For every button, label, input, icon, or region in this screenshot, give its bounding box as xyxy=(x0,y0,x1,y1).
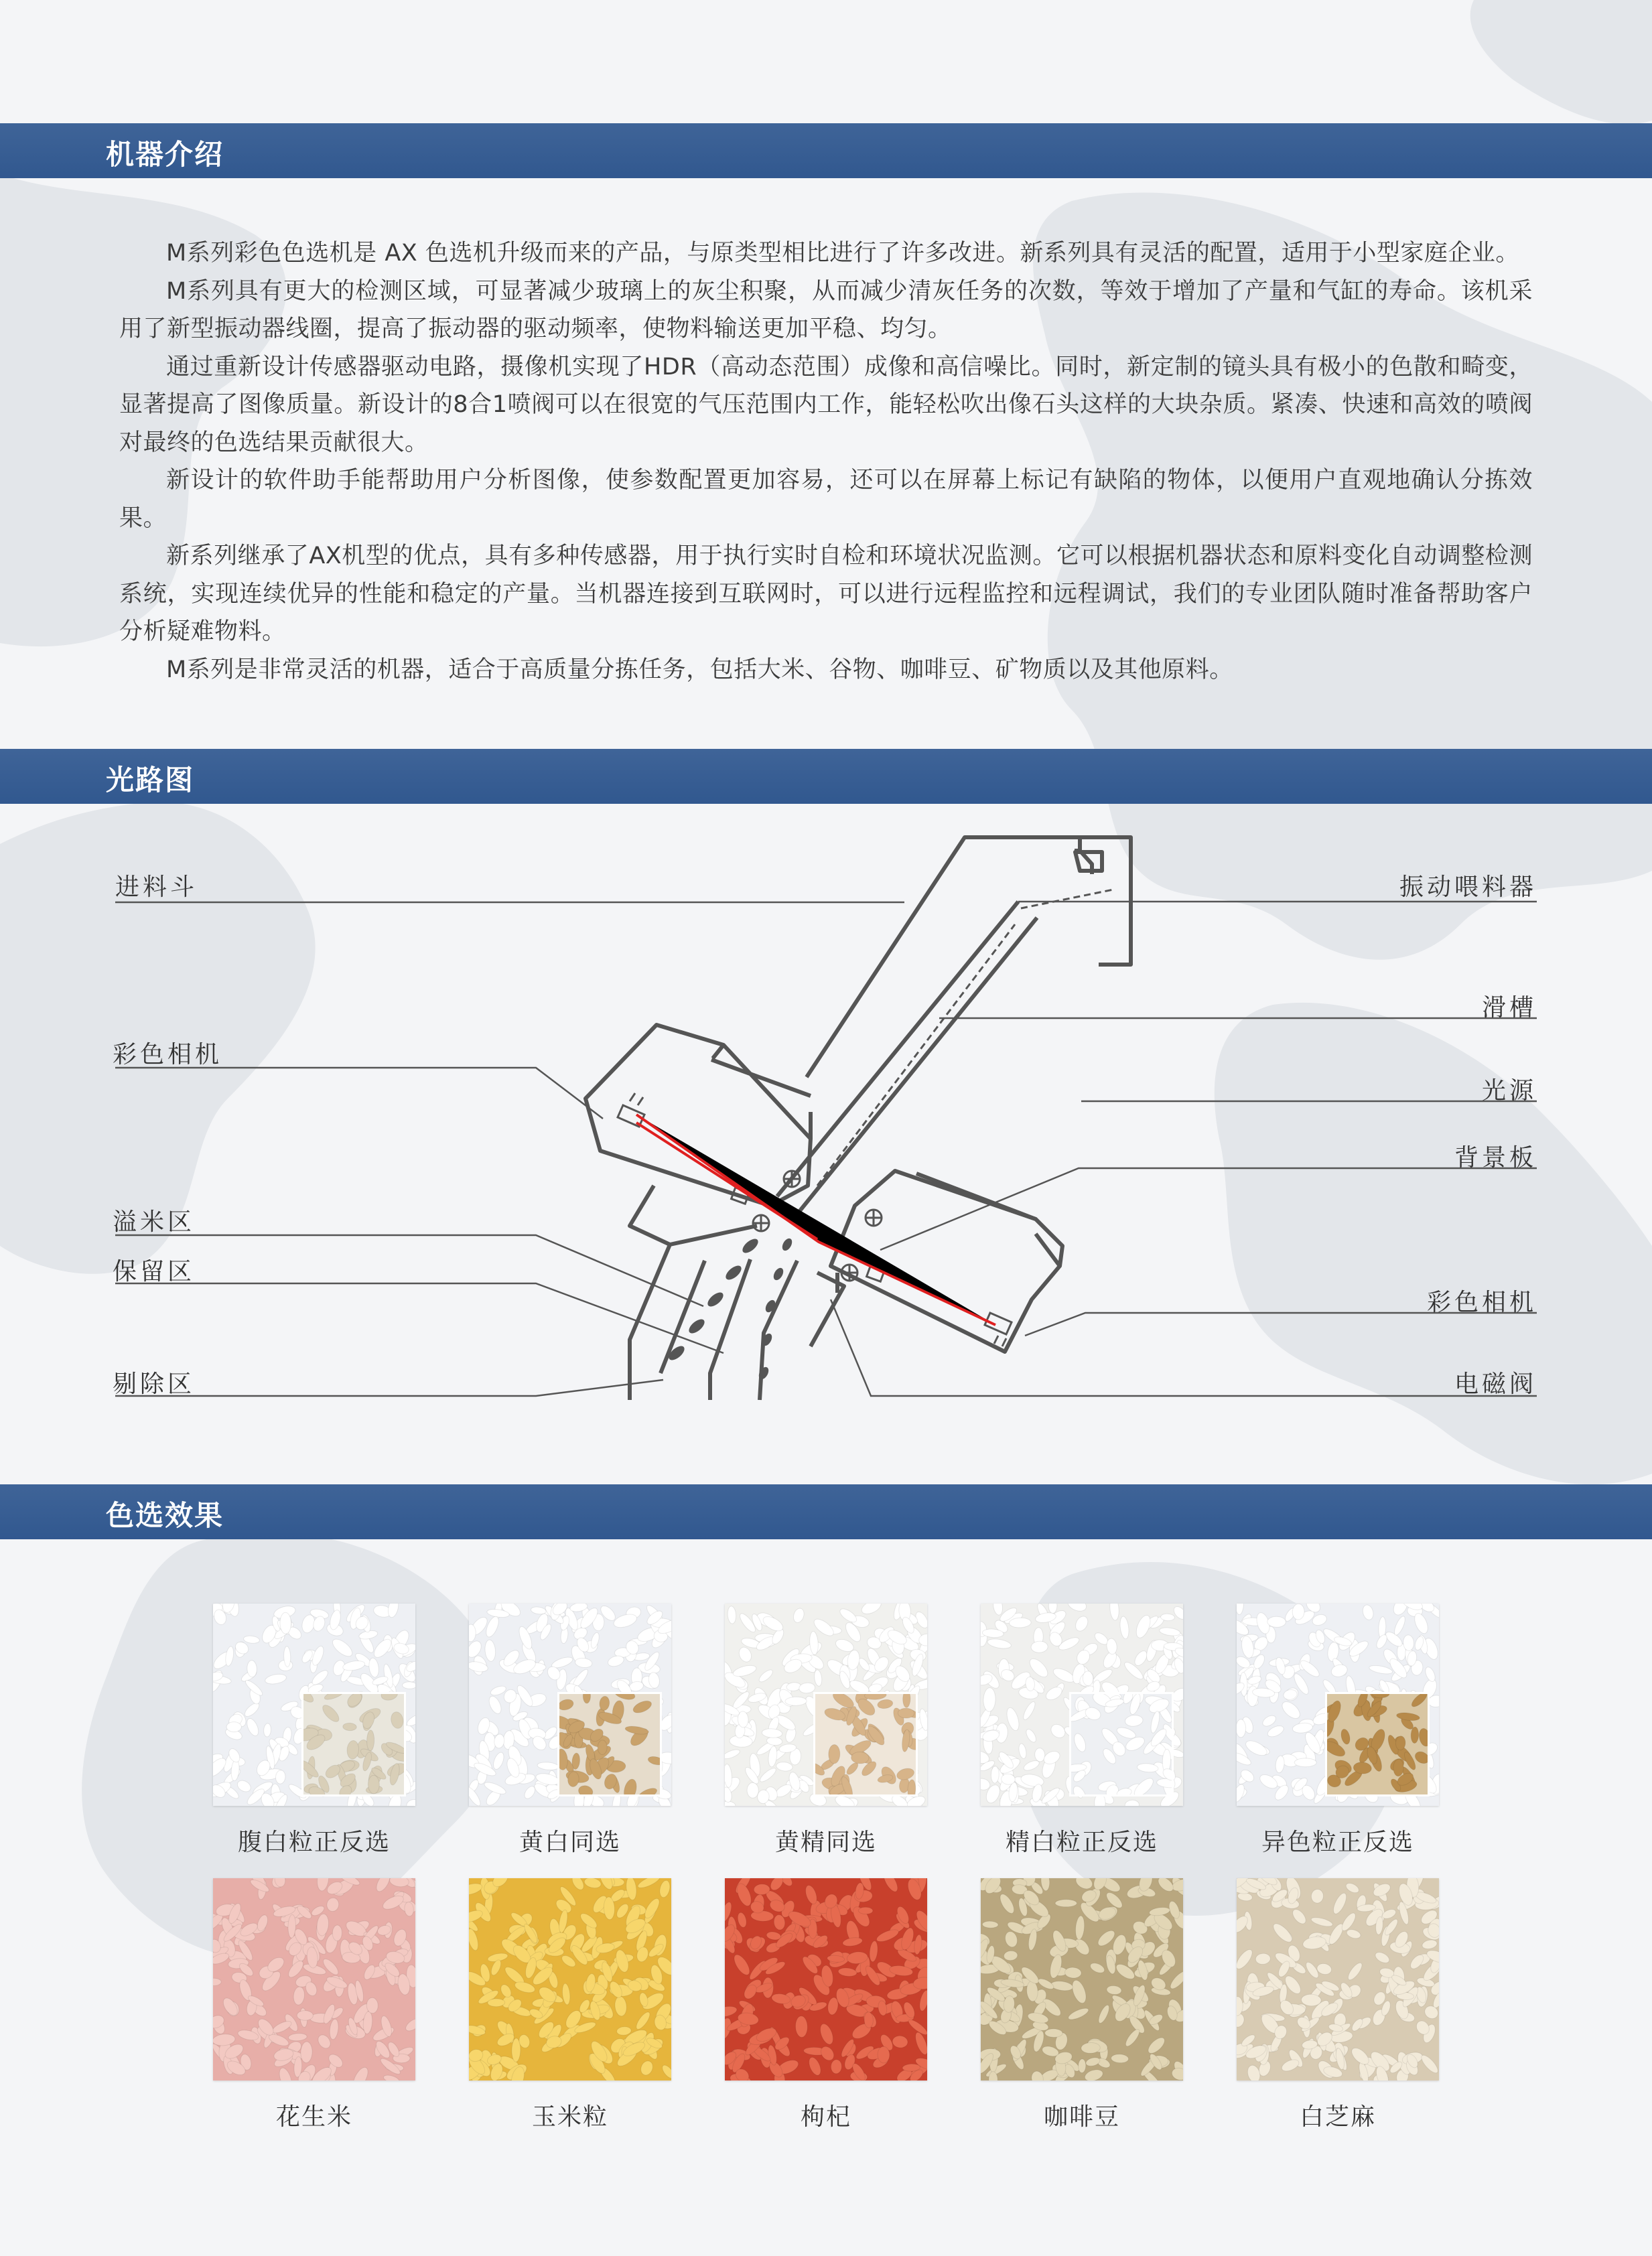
result-caption: 黄精同选 xyxy=(774,1829,877,1856)
label-color-camera-left: 彩色相机 xyxy=(113,1041,223,1068)
result-item xyxy=(725,1604,927,1857)
section-header-intro xyxy=(0,123,1652,178)
sesame-photo xyxy=(1237,1878,1439,2081)
label-color-camera-right: 彩色相机 xyxy=(1426,1289,1537,1316)
label-background-plate: 背景板 xyxy=(1454,1144,1537,1172)
result-caption: 玉米粒 xyxy=(531,2103,608,2131)
result-item xyxy=(981,1878,1183,2132)
label-vibration-feeder: 振动喂料器 xyxy=(1399,873,1537,901)
intro-paragraph: 新设计的软件助手能帮助用户分析图像，使参数配置更加容易，还可以在屏幕上标记有缺陷的物体，以便用户直观地确认分拣效果。 xyxy=(119,467,1533,532)
result-item xyxy=(469,1604,671,1857)
result-caption: 枸杞 xyxy=(800,2103,851,2131)
label-light-source: 光源 xyxy=(1481,1077,1537,1105)
rice-photo xyxy=(981,1604,1183,1806)
intro-paragraph: 新系列继承了AX机型的优点，具有多种传感器，用于执行实时自检和环境状况监测。它可以根据机器状态和原料变化自动调整检测系统，实现连续优异的性能和稳定的产量。当机器连接到互联网时，可以进行远程监控和远程调试，我们的专业团队随时准备帮助客户分析疑难物料。 xyxy=(119,543,1533,645)
intro-text xyxy=(119,234,1533,689)
result-caption: 黄白同选 xyxy=(519,1829,621,1856)
label-retain-zone: 保留区 xyxy=(113,1258,196,1285)
result-item xyxy=(213,1878,415,2132)
result-item xyxy=(213,1604,415,1857)
section-title-intro: 机器介绍 xyxy=(106,138,224,171)
intro-paragraph: M系列是非常灵活的机器，适合于高质量分拣任务，包括大米、谷物、咖啡豆、矿物质以及其他原料。 xyxy=(166,656,1233,683)
result-caption: 精白粒正反选 xyxy=(1005,1829,1158,1856)
section-header-optics xyxy=(0,749,1652,804)
result-item xyxy=(469,1878,671,2132)
label-overflow-zone: 溢米区 xyxy=(113,1208,196,1236)
rejected-sample-inset xyxy=(1069,1692,1174,1796)
result-caption: 异色粒正反选 xyxy=(1261,1829,1414,1856)
results-row-other xyxy=(213,1878,1439,2132)
result-item xyxy=(1237,1604,1439,1857)
rejected-sample-inset xyxy=(1325,1692,1430,1796)
optical-path-diagram xyxy=(0,804,1652,1433)
coffee-photo xyxy=(981,1878,1183,2081)
result-item xyxy=(1237,1878,1439,2132)
rice-photo xyxy=(213,1604,415,1806)
result-item xyxy=(981,1604,1183,1857)
section-title-optics: 光路图 xyxy=(106,764,195,796)
section-title-results: 色选效果 xyxy=(106,1499,224,1532)
rejected-sample-inset xyxy=(301,1692,406,1796)
label-feed-hopper: 进料斗 xyxy=(115,873,198,901)
intro-paragraph: M系列具有更大的检测区域，可显著减少玻璃上的灰尘积聚，从而减少清灰任务的次数，等效于增加了产量和气缸的寿命。该机采用了新型振动器线圈，提高了振动器的驱动频率，使物料输送更加平稳、均匀。 xyxy=(119,277,1533,342)
label-chute: 滑槽 xyxy=(1481,994,1537,1021)
result-caption: 白芝麻 xyxy=(1299,2103,1376,2131)
section-header-results xyxy=(0,1484,1652,1539)
rice-photo xyxy=(725,1604,927,1806)
intro-paragraph: M系列彩色色选机是 AX 色选机升级而来的产品，与原类型相比进行了许多改进。新系列具有灵活的配置，适用于小型家庭企业。 xyxy=(166,240,1519,267)
result-caption: 花生米 xyxy=(275,2103,352,2131)
label-solenoid-valve: 电磁阀 xyxy=(1454,1370,1537,1398)
result-caption: 腹白粒正反选 xyxy=(237,1829,391,1856)
rejected-sample-inset xyxy=(813,1692,918,1796)
results-row-rice xyxy=(213,1604,1439,1857)
label-reject-zone: 剔除区 xyxy=(113,1370,196,1398)
goji-photo xyxy=(725,1878,927,2081)
corn-photo xyxy=(469,1878,671,2081)
result-caption: 咖啡豆 xyxy=(1043,2103,1120,2131)
rice-photo xyxy=(469,1604,671,1806)
result-item xyxy=(725,1878,927,2132)
peanut-photo xyxy=(213,1878,415,2081)
rejected-sample-inset xyxy=(557,1692,662,1796)
intro-paragraph: 通过重新设计传感器驱动电路，摄像机实现了HDR（高动态范围）成像和高信噪比。同时，新定制的镜头具有极小的色散和畸变，显著提高了图像质量。新设计的8合1喷阀可以在很宽的气压范围内工作，能轻松吹出像石头这样的大块杂质。紧凑、快速和高效的喷阀对最终的色选结果贡献很大。 xyxy=(119,353,1533,456)
rice-photo xyxy=(1237,1604,1439,1806)
